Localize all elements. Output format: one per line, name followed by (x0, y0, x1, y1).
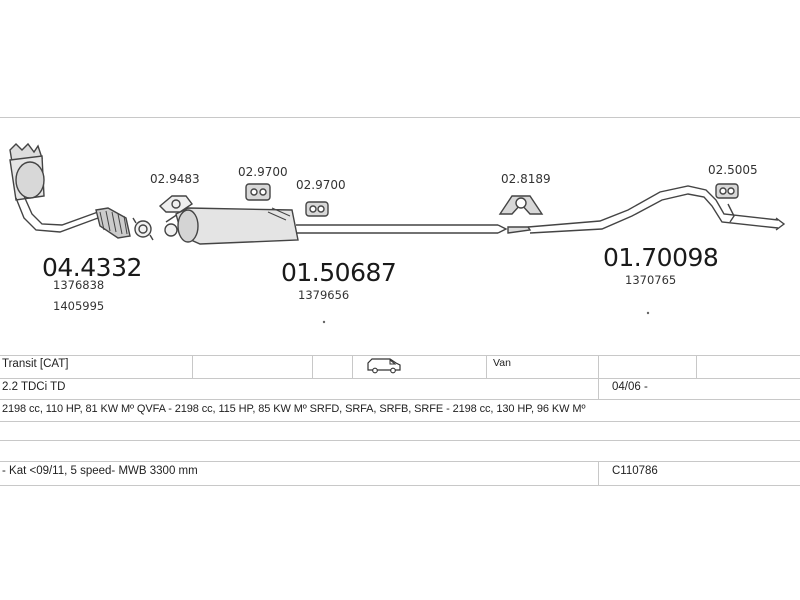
clamp-drawing (133, 218, 153, 240)
rear-pipe-drawing (508, 186, 784, 233)
table-col-divider-4 (486, 355, 487, 378)
note-cell: - Kat <09/11, 5 speed- MWB 3300 mm (2, 465, 198, 477)
table-rule-3 (0, 399, 800, 400)
reference-dots (323, 312, 649, 323)
body-type-cell: Van (493, 357, 511, 369)
mount-a-drawing (246, 184, 270, 200)
table-col-divider-1 (192, 355, 193, 378)
part-ref-catalytic-2: 1405995 (53, 299, 105, 313)
code-cell: C110786 (612, 465, 658, 477)
part-number-catalytic[interactable]: 04.4332 (42, 253, 142, 282)
table-col-divider-8 (598, 461, 599, 485)
table-rule-7 (0, 485, 800, 486)
table-col-divider-7 (598, 378, 599, 399)
part-number-mount-a[interactable]: 02.9700 (238, 165, 288, 179)
engine-cell: 2.2 TDCi TD (2, 381, 66, 393)
part-ref-rear-silencer: 1370765 (625, 273, 677, 287)
table-col-divider-2 (312, 355, 313, 378)
part-number-mount-d[interactable]: 02.5005 (708, 163, 758, 177)
mount-c-drawing (500, 196, 542, 214)
middle-silencer-drawing (165, 208, 506, 244)
table-col-divider-6 (696, 355, 697, 378)
part-number-mount-c[interactable]: 02.8189 (501, 172, 551, 186)
part-number-middle-silencer[interactable]: 01.50687 (281, 258, 397, 287)
catalytic-converter-drawing (10, 144, 130, 238)
table-rule-6 (0, 461, 800, 462)
date-cell: 04/06 - (612, 381, 648, 393)
table-rule-5 (0, 440, 800, 441)
table-rule-1 (0, 355, 800, 356)
mount-d-drawing (716, 184, 738, 198)
table-col-divider-3 (352, 355, 353, 378)
part-number-rear-silencer[interactable]: 01.70098 (603, 243, 719, 272)
part-ref-catalytic-1: 1376838 (53, 278, 105, 292)
mount-b-drawing (306, 202, 328, 216)
part-ref-middle-silencer: 1379656 (298, 288, 350, 302)
engine-spec-cell: 2198 cc, 110 HP, 81 KW Mº QVFA - 2198 cc, 115 HP, 85 KW Mº SRFD, SRFA, SRFB, SRFE - 2198 cc, 130 HP, 96 KW Mº (2, 403, 586, 415)
part-number-mount-b[interactable]: 02.9700 (296, 178, 346, 192)
van-icon (366, 357, 402, 379)
table-col-divider-5 (598, 355, 599, 378)
part-number-clamp-a[interactable]: 02.9483 (150, 172, 200, 186)
model-cell: Transit [CAT] (2, 358, 69, 370)
table-rule-4 (0, 421, 800, 422)
